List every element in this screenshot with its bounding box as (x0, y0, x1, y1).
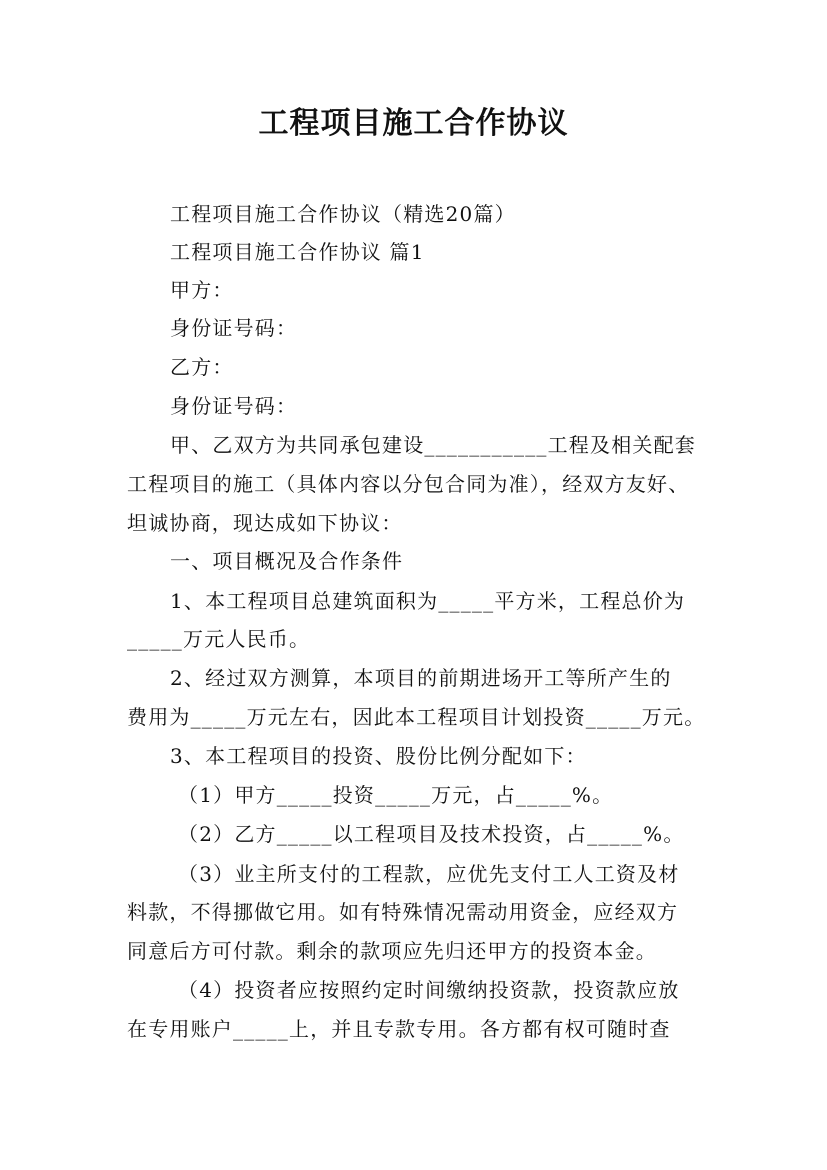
paragraph-line: （4）投资者应按照约定时间缴纳投资款，投资款应放 (178, 978, 680, 1002)
paragraph-line: 在专用账户_____上，并且专款专用。各方都有权可随时查 (127, 1017, 671, 1041)
clause-heading: 一、项目概况及合作条件 (170, 549, 404, 573)
paragraph-line: 同意后方可付款。剩余的款项应先归还甲方的投资本金。 (127, 939, 657, 963)
party-b-label: 乙方： (170, 355, 234, 379)
paragraph-line: 坦诚协商，现达成如下协议： (127, 511, 403, 535)
paragraph-line: 2、经过双方测算，本项目的前期进场开工等所产生的 (170, 666, 672, 690)
party-a-label: 甲方： (170, 278, 234, 302)
subtitle-line: 工程项目施工合作协议（精选20篇） (170, 202, 516, 226)
paragraph-line: （3）业主所支付的工程款，应优先支付工人工资及材 (178, 862, 680, 886)
paragraph-line: 甲、乙双方为共同承包建设___________工程及相关配套 (170, 433, 696, 457)
party-b-id-label: 身份证号码： (170, 394, 298, 418)
paragraph-line: 3、本工程项目的投资、股份比例分配如下： (170, 744, 587, 768)
paragraph-line: 料款，不得挪做它用。如有特殊情况需动用资金，应经双方 (127, 900, 679, 924)
paragraph-line: （2）乙方_____以工程项目及技术投资，占_____%。 (178, 822, 685, 846)
paragraph-line: _____万元人民币。 (127, 627, 311, 651)
document-title: 工程项目施工合作协议 (258, 106, 569, 141)
paragraph-line: （1）甲方_____投资_____万元，占_____%。 (178, 783, 614, 807)
paragraph-line: 1、本工程项目总建筑面积为_____平方米，工程总价为 (170, 589, 686, 613)
section-heading: 工程项目施工合作协议 篇1 (170, 240, 425, 264)
paragraph-line: 费用为_____万元左右，因此本工程项目计划投资_____万元。 (127, 705, 706, 729)
party-a-id-label: 身份证号码： (170, 316, 298, 340)
paragraph-line: 工程项目的施工（具体内容以分包合同为准），经双方友好、 (127, 472, 690, 496)
